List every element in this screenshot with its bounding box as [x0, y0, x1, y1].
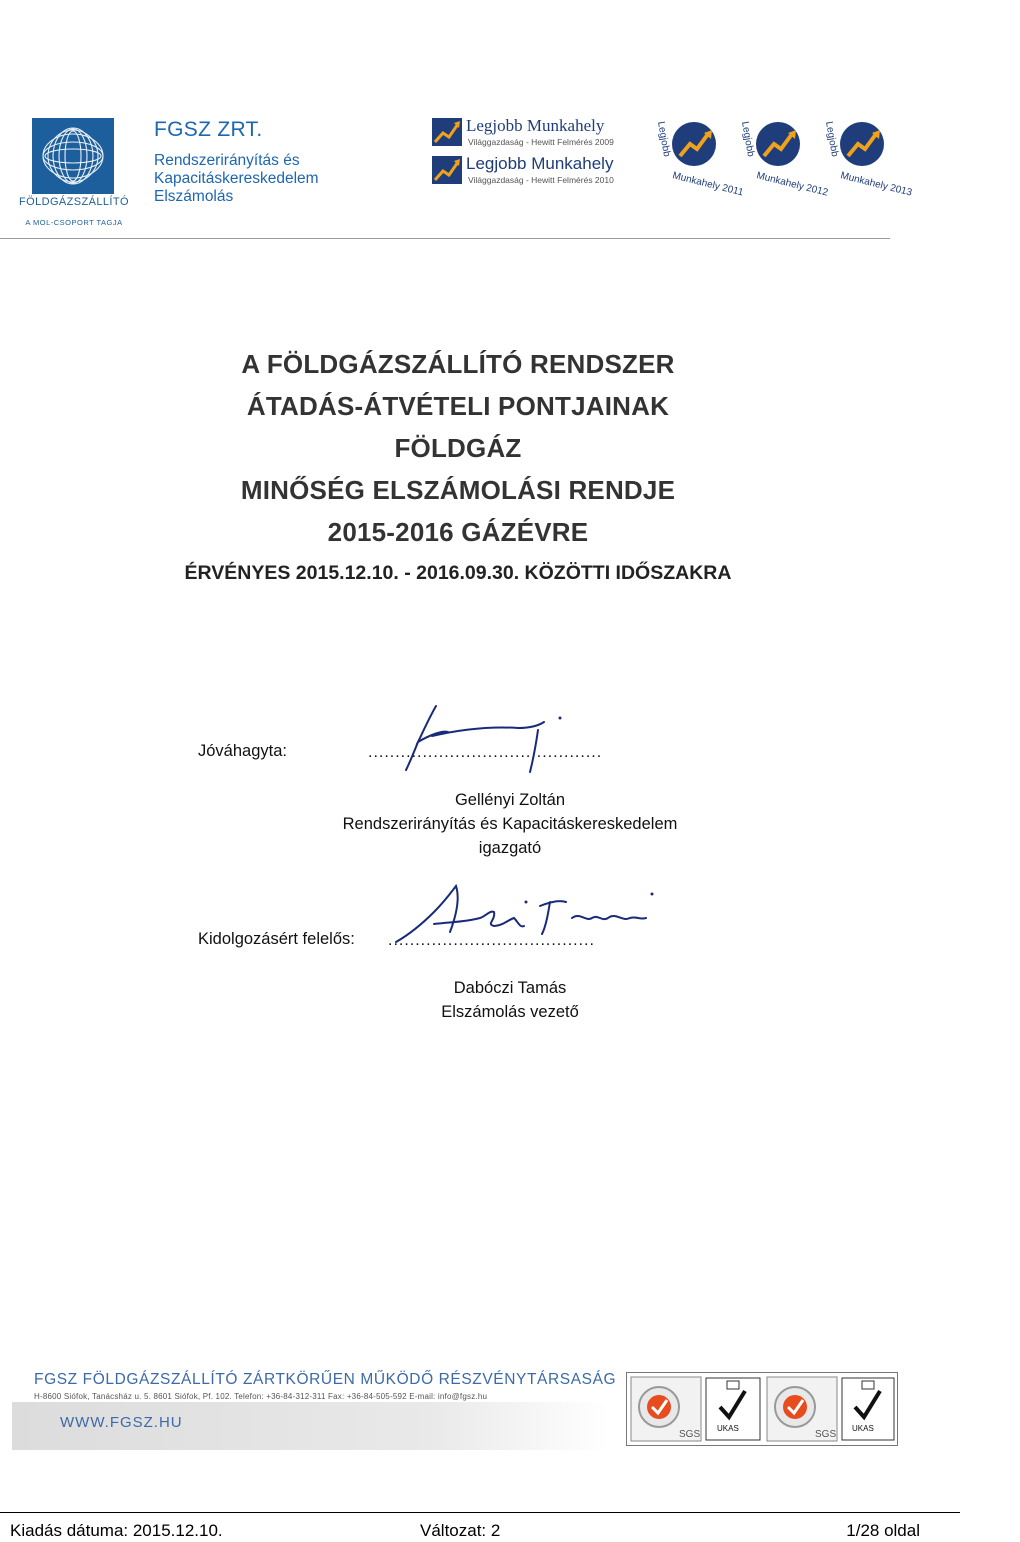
svg-text:SGS: SGS [815, 1429, 837, 1440]
title-line: A FÖLDGÁZSZÁLLÍTÓ RENDSZER [241, 349, 675, 379]
company-heading [154, 118, 319, 206]
logo-name: FÖLDGÁZSZÁLLÍTÓ [19, 196, 129, 208]
title-line: MINŐSÉG ELSZÁMOLÁSI RENDJE [240, 475, 676, 505]
company-name: FGSZ ZRT. [154, 118, 263, 141]
company-logo [8, 118, 140, 227]
svg-text:UKAS: UKAS [852, 1424, 874, 1433]
department-line: Rendszerirányítás és [154, 152, 300, 169]
award-subtitle: Világgazdaság - Hewitt Felmérés 2010 [468, 175, 614, 185]
arrow-chart-icon [432, 156, 462, 184]
logo-tagline: A MOL-CSOPORT TAGJA [25, 218, 123, 227]
approval-label: Jóváhagyta: [198, 742, 287, 760]
svg-text:Legjobb: Legjobb [823, 120, 841, 158]
award-seal-2011-icon [650, 114, 745, 199]
ukas-certification-icon [841, 1377, 895, 1441]
award-title: Legjobb Munkahely [466, 116, 605, 135]
signature-line: ...................................... [388, 932, 595, 949]
prepared-signature-icon [390, 872, 660, 952]
approval-signature-icon [388, 700, 568, 780]
arrow-chart-icon [432, 118, 462, 146]
approver-name: Gellényi Zoltán [454, 791, 566, 809]
svg-text:Munkahely 2012: Munkahely 2012 [755, 170, 830, 199]
title-line: FÖLDGÁZ [394, 433, 522, 463]
footer-website: WWW.FGSZ.HU [60, 1414, 183, 1431]
svg-text:Legjobb: Legjobb [655, 120, 673, 158]
approver-unit: Rendszerirányítás és Kapacitáskereskedelem [342, 815, 678, 833]
preparer-name: Dabóczi Tamás [453, 979, 567, 997]
footer-company-name: FGSZ FÖLDGÁZSZÁLLÍTÓ ZÁRTKÖRŰEN MŰKÖDŐ RÉSZVÉNYTÁRSASÁG [34, 1371, 617, 1388]
award-seal-2013-icon [818, 114, 914, 199]
document-title [0, 343, 916, 553]
award-subtitle: Világgazdaság - Hewitt Felmérés 2009 [468, 137, 614, 147]
footer-address: H-8600 Siófok, Tanácsház u. 5. 8601 Siófok, Pf. 102. Telefon: +36-84-312-311 Fax: +36-84-505-592 E-mail: info@fgsz.hu [34, 1392, 488, 1401]
award-seal-2012-icon [734, 114, 830, 199]
title-line: 2015-2016 GÁZÉVRE [327, 517, 589, 547]
title-line: ÁTADÁS-ÁTVÉTELI PONTJAINAK [246, 391, 670, 421]
department-line: Elszámolás [154, 188, 234, 205]
issue-date: Kiadás dátuma: 2015.12.10. [10, 1521, 223, 1540]
svg-text:UKAS: UKAS [717, 1424, 739, 1433]
award-title: Legjobb Munkahely [466, 154, 614, 173]
sgs-certification-icon [631, 1377, 701, 1441]
header-divider [0, 238, 890, 239]
validity-period: ÉRVÉNYES 2015.12.10. - 2016.09.30. KÖZÖTTI IDŐSZAKRA [184, 562, 732, 584]
preparer-role: Elszámolás vezető [441, 1003, 579, 1021]
department-line: Kapacitáskereskedelem [154, 170, 319, 187]
certification-badges [626, 1372, 898, 1446]
prepared-label: Kidolgozásért felelős: [198, 930, 355, 948]
signature-line: ........................................... [368, 744, 603, 761]
approver-role: igazgató [478, 839, 542, 857]
spiral-emblem-icon [32, 118, 114, 194]
svg-text:SGS: SGS [679, 1429, 701, 1440]
page-number: 1/28 oldal [846, 1521, 920, 1540]
sgs-certification-icon [767, 1377, 837, 1441]
svg-text:Munkahely 2011: Munkahely 2011 [671, 170, 745, 199]
svg-text:Munkahely 2013: Munkahely 2013 [839, 170, 914, 199]
award-badge [432, 156, 642, 186]
award-badges [432, 116, 914, 199]
ukas-certification-icon [705, 1377, 761, 1441]
svg-text:Legjobb: Legjobb [739, 120, 757, 158]
award-badge [432, 118, 642, 148]
page-footer-divider [0, 1512, 960, 1513]
version-label: Változat: 2 [420, 1521, 501, 1540]
